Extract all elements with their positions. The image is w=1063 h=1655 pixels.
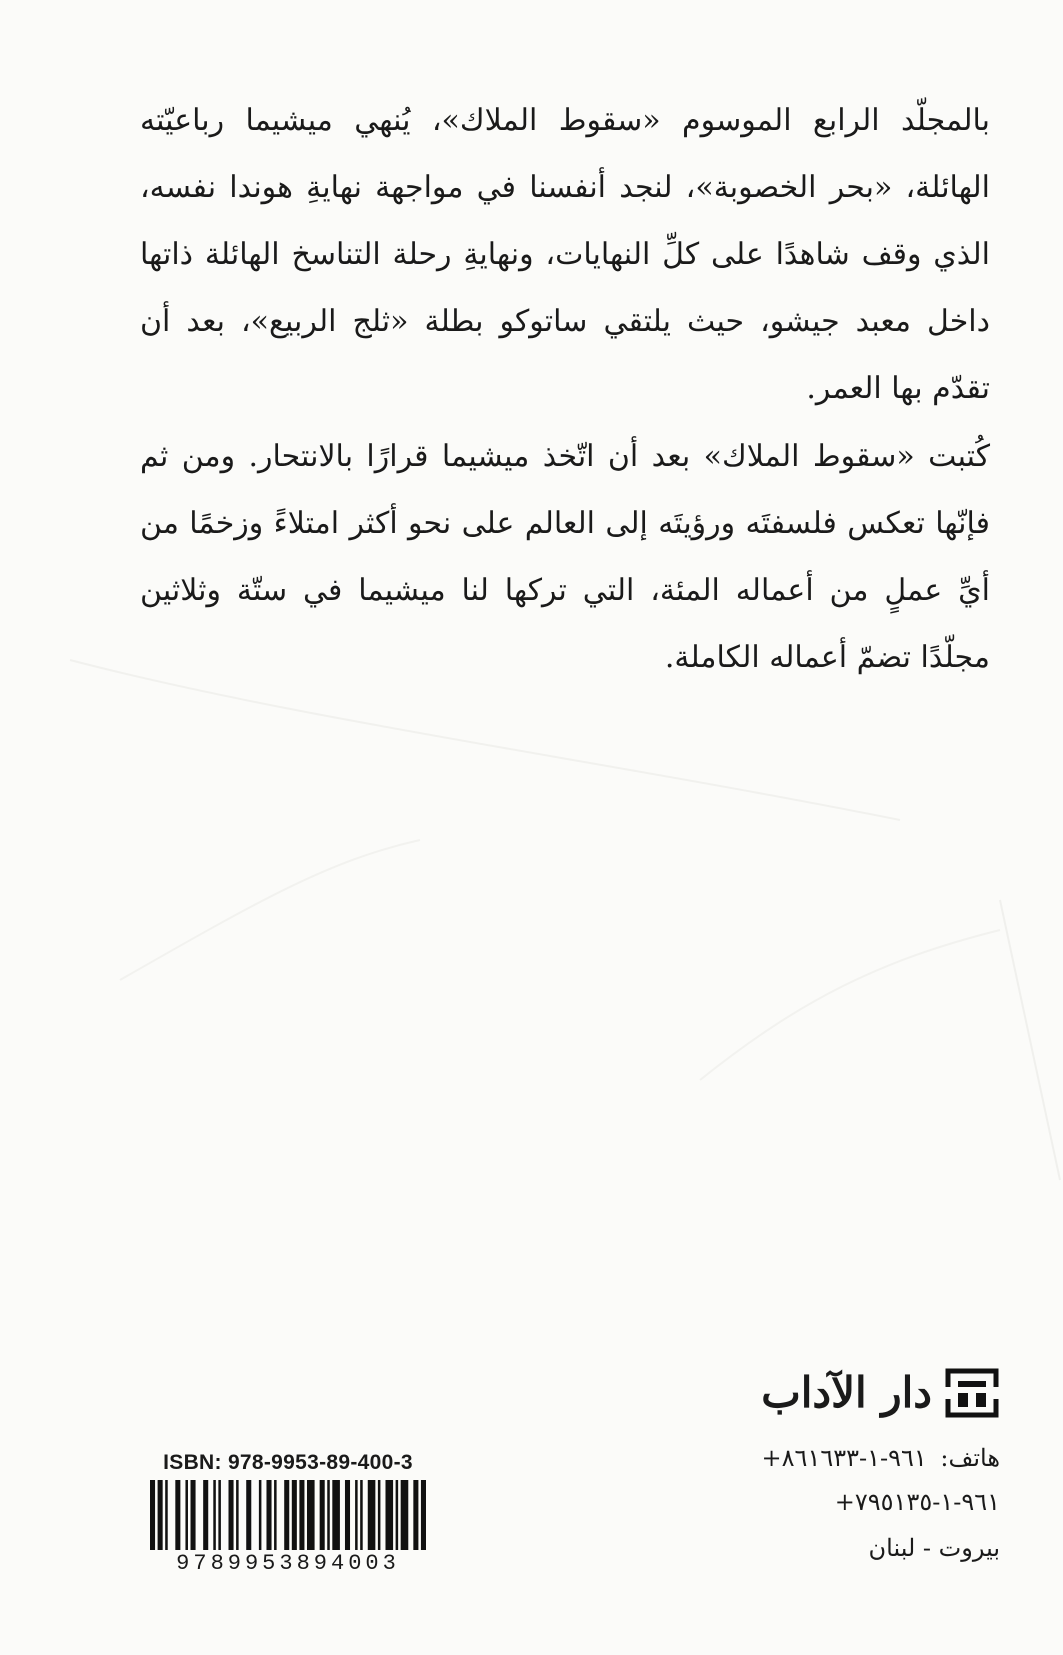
barcode-bar bbox=[246, 1480, 251, 1550]
barcode-bar bbox=[236, 1480, 239, 1550]
phone-number-2: +٩٦١-١-٧٩٥١٣٥ bbox=[834, 1488, 1000, 1516]
barcode-bar bbox=[274, 1480, 277, 1550]
barcode-bar bbox=[218, 1480, 221, 1550]
barcode-bar bbox=[191, 1480, 196, 1550]
barcode-bar bbox=[345, 1480, 350, 1550]
barcode-bar bbox=[284, 1480, 289, 1550]
blurb-paragraph-2: كُتبت «سقوط الملاك» بعد أن اتّخذ ميشيما قرارًا بالانتحار. ومن ثم فإنّها تعكس فلسفتَه ورؤيتَه إلى العالم على نحو أكثر امتلاءً وزخمًا من أيِّ عملٍ من أعماله المئة، التي تركها لنا ميشيما في ستّة وثلاثين مجلّدًا تضمّ أعماله الكاملة. bbox=[140, 439, 990, 675]
barcode-bar bbox=[259, 1480, 262, 1550]
barcode bbox=[150, 1480, 426, 1550]
blurb-paragraph-1: بالمجلّد الرابع الموسوم «سقوط الملاك»، يُنهي ميشيما رباعيّته الهائلة، «بحر الخصوبة»، لنجد أنفسنا في مواجهة نهايةِ هوندا نفسه، الذي وقف شاهدًا على كلِّ النهايات، ونهايةِ رحلة التناسخ الهائلة ذاتها داخل معبد جيشو، حيث يلتقي ساتوكو بطلة «ثلج الربيع»، بعد أن تقدّم بها العمر. bbox=[140, 103, 990, 406]
barcode-bar bbox=[421, 1480, 426, 1550]
barcode-bar bbox=[292, 1480, 297, 1550]
barcode-bar bbox=[266, 1480, 271, 1550]
barcode-bar bbox=[355, 1480, 358, 1550]
publisher-block bbox=[680, 1365, 1000, 1421]
phone-number-1: +٩٦١-١-٨٦١٦٣٣ bbox=[761, 1444, 927, 1472]
barcode-bar bbox=[307, 1480, 315, 1550]
publisher-phone-2 bbox=[680, 1484, 1000, 1520]
barcode-bar bbox=[165, 1480, 168, 1550]
barcode-bar bbox=[158, 1480, 163, 1550]
barcode-bar bbox=[299, 1480, 304, 1550]
publisher-phone-1 bbox=[680, 1440, 1000, 1476]
barcode-bar bbox=[378, 1480, 381, 1550]
isbn-block bbox=[150, 1450, 426, 1576]
barcode-bar bbox=[332, 1480, 340, 1550]
publisher-name: دار الآداب bbox=[761, 1368, 932, 1417]
barcode-bar bbox=[396, 1480, 399, 1550]
barcode-bar bbox=[385, 1480, 393, 1550]
barcode-bar bbox=[229, 1480, 234, 1550]
barcode-digits: 9789953894003 bbox=[176, 1551, 400, 1576]
barcode-bar bbox=[360, 1480, 363, 1550]
barcode-bar bbox=[401, 1480, 409, 1550]
barcode-bar bbox=[203, 1480, 208, 1550]
barcode-bar bbox=[368, 1480, 376, 1550]
barcode-bar bbox=[327, 1480, 330, 1550]
barcode-bar bbox=[320, 1480, 325, 1550]
dar-al-adab-logo-icon bbox=[944, 1367, 1000, 1419]
barcode-bar bbox=[175, 1480, 180, 1550]
publisher-city: بيروت - لبنان bbox=[868, 1534, 1000, 1562]
barcode-bar bbox=[413, 1480, 418, 1550]
barcode-bar bbox=[213, 1480, 216, 1550]
phone-label: هاتف: bbox=[940, 1444, 1000, 1472]
isbn-label: ISBN: 978-9953-89-400-3 bbox=[163, 1451, 413, 1474]
barcode-bar bbox=[185, 1480, 188, 1550]
barcode-bar bbox=[150, 1480, 155, 1550]
